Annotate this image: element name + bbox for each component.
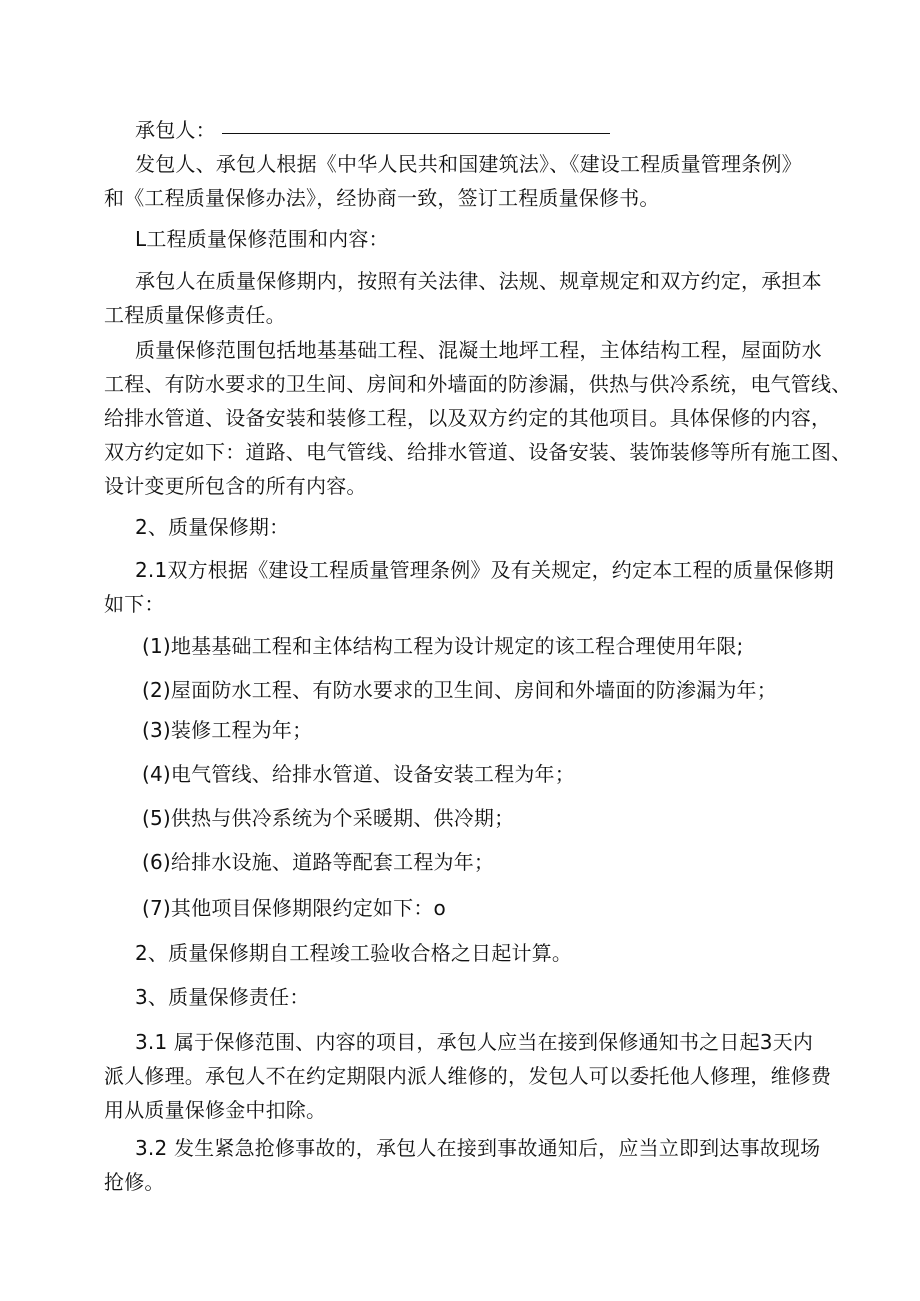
responsibility-3-1-line-1: 3.1 属于保修范围、内容的项目，承包人应当在接到保修通知书之日起3天内	[135, 1030, 814, 1054]
responsibility-3-2-line-1: 3.2 发生紧急抢修事故的，承包人在接到事故通知后，应当立即到达事故现场	[135, 1136, 821, 1160]
period-item-2: (2)屋面防水工程、有防水要求的卫生间、房间和外墙面的防渗漏为年；	[142, 678, 777, 702]
responsibility-3-1-line-2: 派人修理。承包人不在约定期限内派人维修的，发包人可以委托他人修理，维修费	[104, 1064, 832, 1088]
period-item-7: (7)其他项目保修期限约定如下：o	[142, 896, 446, 920]
period-item-6: (6)给排水设施、道路等配套工程为年；	[142, 850, 495, 874]
period-item-5: (5)供热与供冷系统为个采暖期、供冷期；	[142, 806, 515, 830]
range-paragraph-line-4: 双方约定如下：道路、电气管线、给排水管道、设备安装、装饰装修等所有施工图、	[104, 440, 852, 464]
intro-line-2: 和《工程质量保修办法》，经协商一致，签订工程质量保修书。	[104, 186, 660, 210]
range-paragraph-line-1: 质量保修范围包括地基基础工程、混凝土地坪工程，主体结构工程，屋面防水	[135, 338, 822, 362]
range-paragraph-line-3: 给排水管道、设备安装和装修工程，以及双方约定的其他项目。具体保修的内容，	[104, 406, 832, 430]
range-paragraph-line-2: 工程、有防水要求的卫生间、房间和外墙面的防渗漏，供热与供冷系统，电气管线、	[104, 372, 852, 396]
period-paragraph-line-1: 2.1双方根据《建设工程质量管理条例》及有关规定，约定本工程的质量保修期	[135, 558, 835, 582]
responsibility-3-1-line-3: 用从质量保修金中扣除。	[104, 1098, 327, 1122]
section-3-heading: 3、质量保修责任：	[135, 985, 310, 1009]
period-paragraph-line-2: 如下：	[104, 592, 165, 616]
range-paragraph-line-5: 设计变更所包含的所有内容。	[104, 474, 367, 498]
contractor-signature-line	[222, 133, 610, 134]
scope-paragraph-line-1: 承包人在质量保修期内，按照有关法律、法规、规章规定和双方约定，承担本	[135, 269, 822, 293]
contractor-label: 承包人：	[135, 118, 216, 142]
period-item-1: (1)地基基础工程和主体结构工程为设计规定的该工程合理使用年限;	[142, 634, 744, 658]
section-2-heading: 2、质量保修期：	[135, 515, 290, 539]
scope-paragraph-line-2: 工程质量保修责任。	[104, 303, 286, 327]
intro-line-1: 发包人、承包人根据《中华人民共和国建筑法》、《建设工程质量管理条例》	[135, 152, 802, 176]
period-item-3: (3)装修工程为年；	[142, 718, 313, 742]
period-item-4: (4)电气管线、给排水管道、设备安装工程为年；	[142, 762, 575, 786]
period-start-paragraph: 2、质量保修期自工程竣工验收合格之日起计算。	[135, 941, 573, 965]
responsibility-3-2-line-2: 抢修。	[104, 1170, 165, 1194]
section-1-heading: L工程质量保修范围和内容：	[135, 227, 389, 251]
